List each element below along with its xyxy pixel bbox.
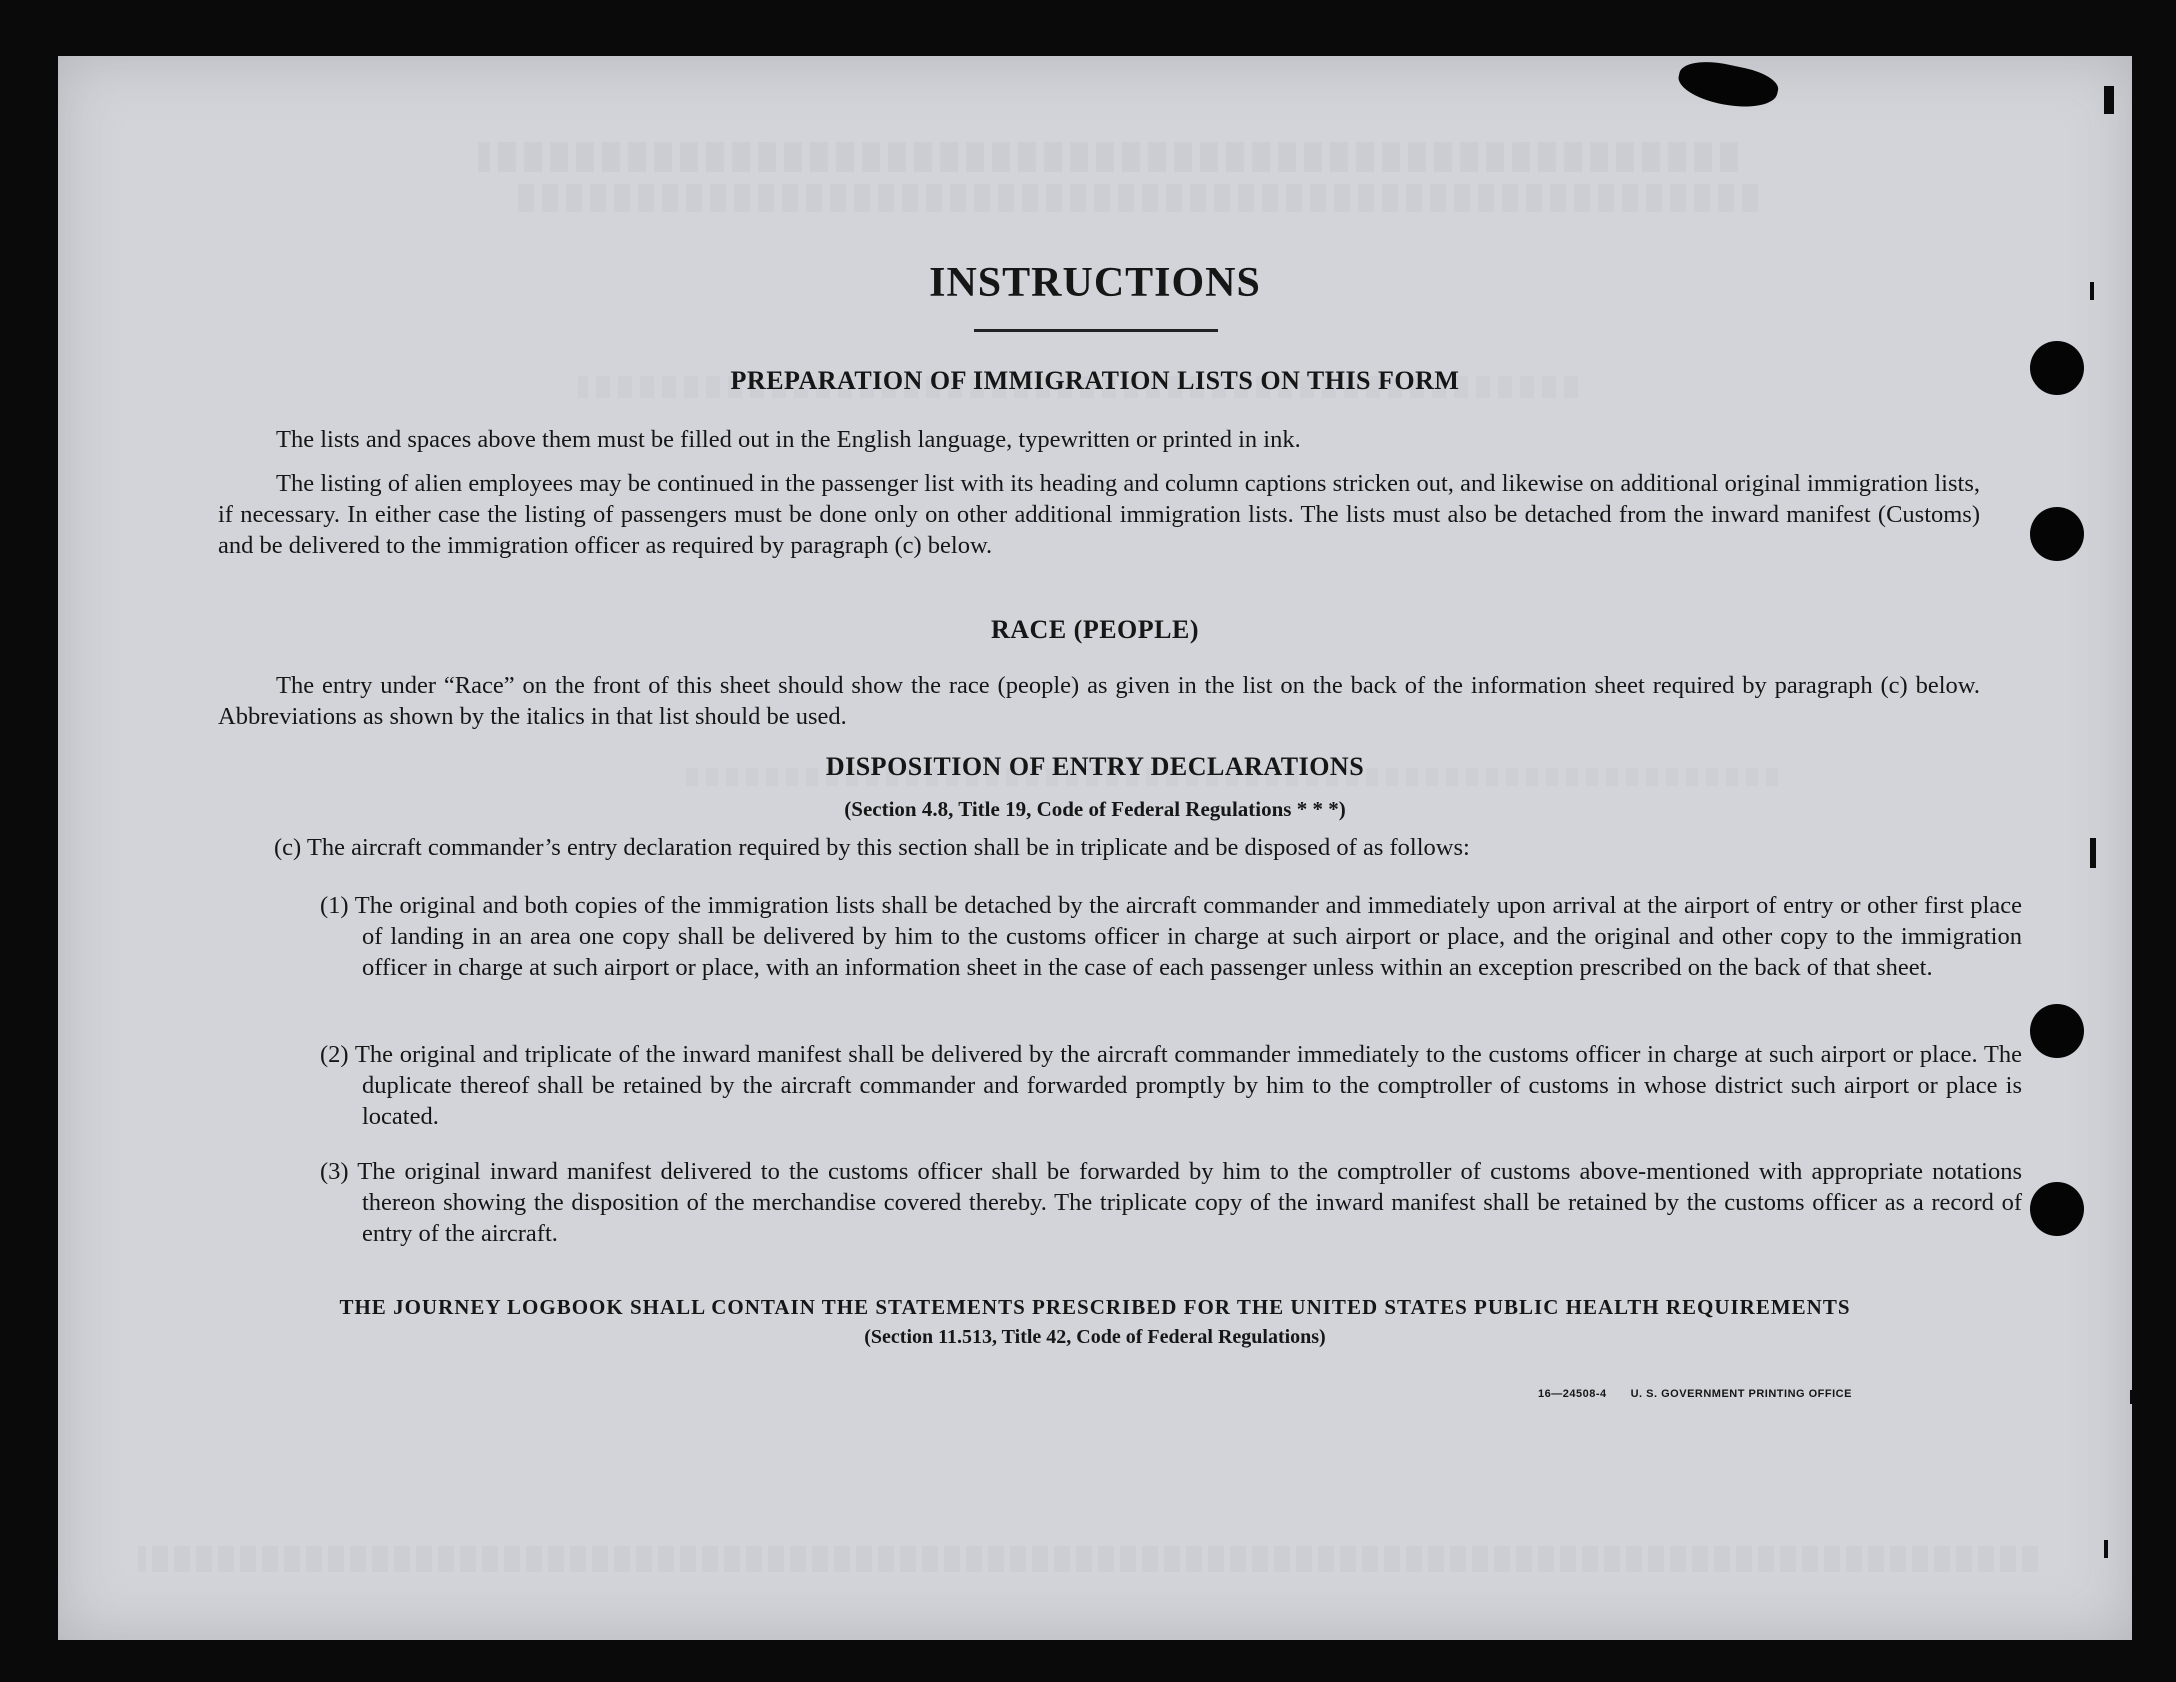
paragraph-preparation-1: The lists and spaces above them must be filled out in the English language, typewritten or printed in ink. xyxy=(276,426,1301,453)
paragraph-preparation-2: The listing of alien employees may be continued in the passenger list with its heading and column captions stricken out, and likewise on additional original immigration lists, if necessary. In either case the listing of passengers must be done only on other additional immigration lists. The lists must also be detached from the inward manifest (Customs) and be delivered to the immigration officer as required by paragraph (c) below. xyxy=(218,470,1980,559)
document-sheet xyxy=(58,56,2132,1640)
document-content xyxy=(58,56,2132,1640)
list-item: (2) The original and triplicate of the inward manifest shall be delivered by the aircraft commander immediately to the customs officer in charge at such airport or place. The duplicate thereof shall be retained by the aircraft commander and forwarded promptly by him to the comptroller of customs in whose district such airport or place is located. xyxy=(320,1041,2022,1130)
paragraph-race: The entry under “Race” on the front of this sheet should show the race (people) as given in the list on the back of the information sheet required by paragraph (c) below. Abbreviations as shown by the italics in that list should be used. xyxy=(218,672,1980,730)
list-item: (3) The original inward manifest delivered to the customs officer shall be forwarded by him to the comptroller of customs above-mentioned with appropriate notations thereon showing the disposition of the merchandise covered thereby. The triplicate copy of the inward manifest shall be retained by the customs officer as a record of entry of the aircraft. xyxy=(320,1158,2022,1247)
title-underline xyxy=(974,329,1218,332)
footer-statement: THE JOURNEY LOGBOOK SHALL CONTAIN THE STATEMENTS PRESCRIBED FOR THE UNITED STATES PUBLIC HEALTH REQUIREMENTS xyxy=(339,1295,1851,1319)
printer-name: U. S. GOVERNMENT PRINTING OFFICE xyxy=(1630,1388,1852,1400)
printer-imprint xyxy=(1538,1388,1876,1400)
heading-disposition: DISPOSITION OF ENTRY DECLARATIONS xyxy=(825,752,1365,781)
footer-citation: (Section 11.513, Title 42, Code of Federal Regulations) xyxy=(864,1326,1326,1348)
list-item: (1) The original and both copies of the immigration lists shall be detached by the aircraft commander and immediately upon arrival at the airport of entry or other first place of landing in an area one copy shall be delivered by him to the customs officer in charge at such airport or place, and the original and other copy to the immigration officer in charge at such airport or place, with an information sheet in the case of each passenger unless within an exception prescribed on the back of that sheet. xyxy=(320,892,2022,981)
page-title: INSTRUCTIONS xyxy=(929,260,1261,306)
citation-disposition: (Section 4.8, Title 19, Code of Federal Regulations * * *) xyxy=(844,797,1346,821)
form-number: 16—24508-4 xyxy=(1538,1388,1607,1400)
heading-preparation: PREPARATION OF IMMIGRATION LISTS ON THIS FORM xyxy=(730,366,1460,395)
heading-race: RACE (PEOPLE) xyxy=(991,615,1199,644)
paragraph-disposition-intro: (c) The aircraft commander’s entry declaration required by this section shall be in triplicate and be disposed of as follows: xyxy=(274,834,1470,861)
